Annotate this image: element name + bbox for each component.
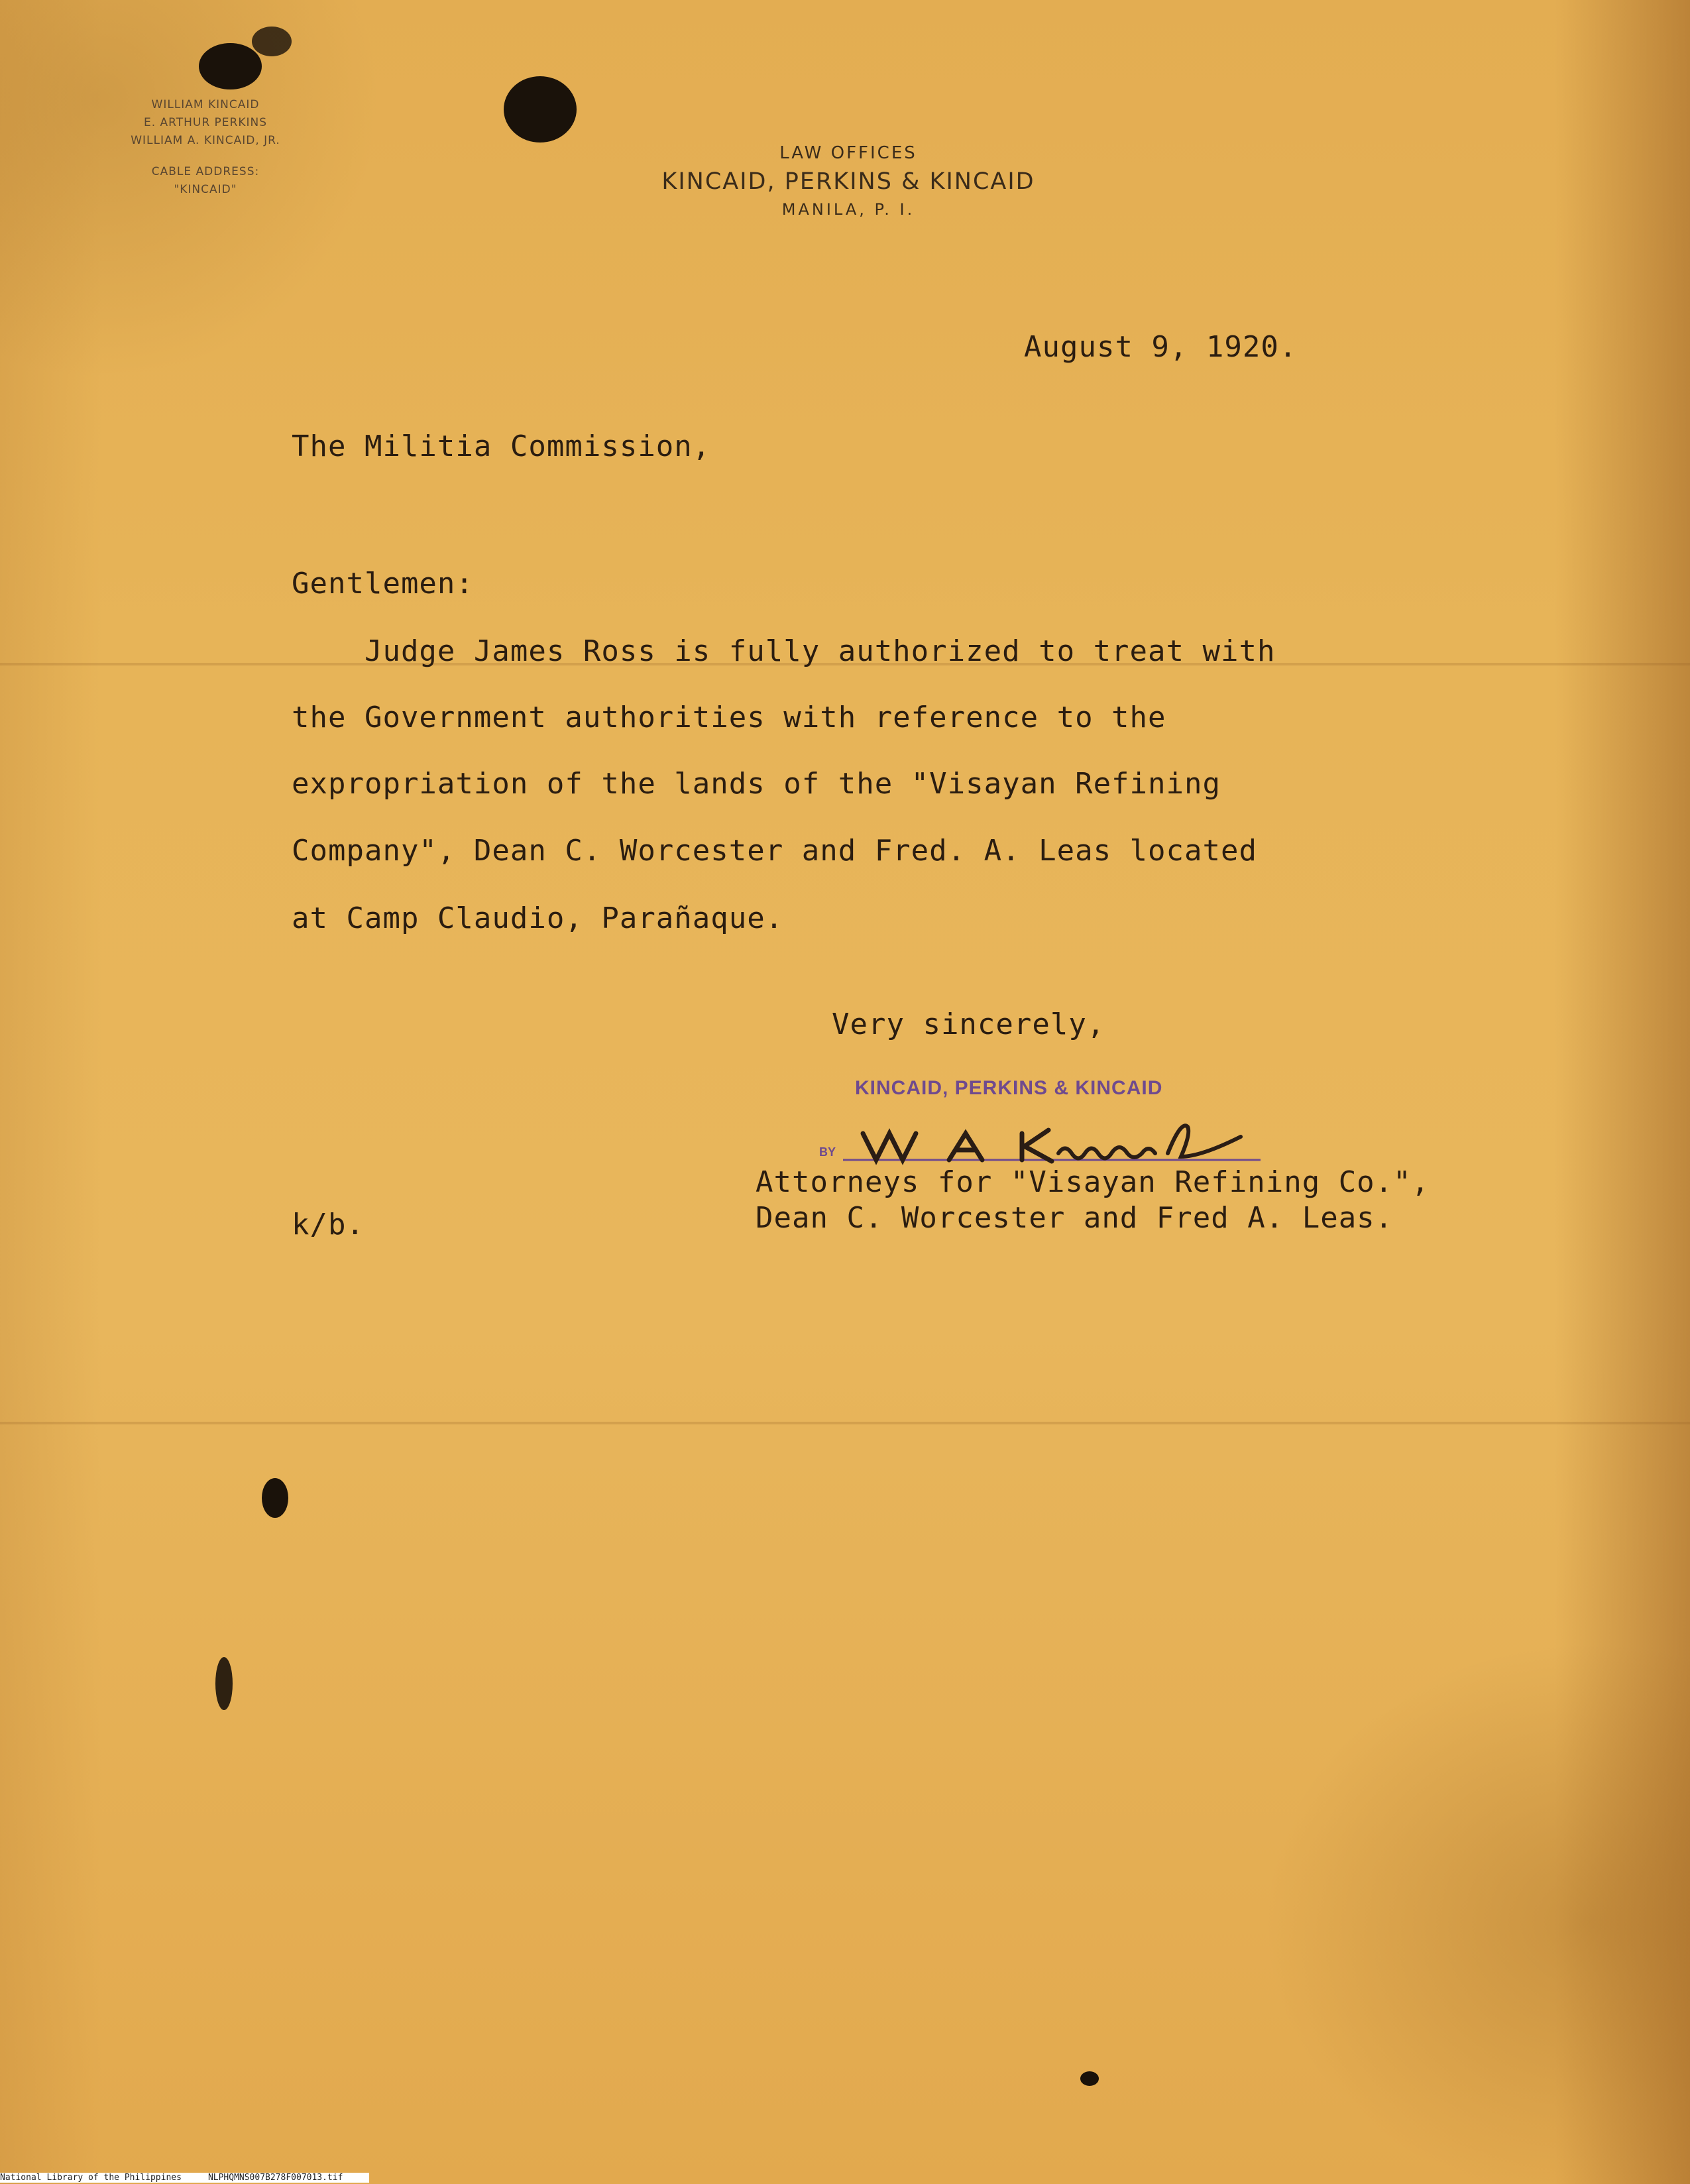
letter-date: August 9, 1920.: [1024, 330, 1298, 364]
paper-fold-lower: [0, 1422, 1690, 1424]
partner-name: WILLIAM KINCAID: [151, 98, 260, 111]
body-line: at Camp Claudio, Parañaque.: [292, 901, 784, 935]
ink-blot: [504, 76, 577, 143]
cable-address-label: CABLE ADDRESS:: [151, 165, 260, 178]
ink-blot: [199, 43, 262, 89]
stamp-by-label: BY: [819, 1145, 836, 1159]
body-line: Company", Dean C. Worcester and Fred. A. Leas located: [292, 834, 1257, 868]
letter-salutation: Gentlemen:: [292, 567, 474, 601]
attorney-line: Attorneys for "Visayan Refining Co.",: [756, 1165, 1430, 1199]
ink-blot: [215, 1657, 233, 1710]
letterhead-offices: LAW OFFICES: [779, 143, 917, 163]
handwritten-signature: [836, 1114, 1300, 1173]
ink-blot: [1080, 2071, 1099, 2086]
attorney-line: Dean C. Worcester and Fred A. Leas.: [756, 1201, 1394, 1235]
cable-address-value: "KINCAID": [174, 183, 237, 196]
letter-closing: Very sincerely,: [832, 1007, 1105, 1041]
body-line: the Government authorities with reference to the: [292, 701, 1166, 734]
body-line: Judge James Ross is fully authorized to treat with: [292, 634, 1276, 668]
footer-file: NLPHQMNS007B278F007013.tif: [207, 2173, 343, 2183]
partner-name: WILLIAM A. KINCAID, JR.: [131, 134, 280, 147]
typist-initials: k/b.: [292, 1208, 365, 1241]
ink-blot: [252, 27, 292, 56]
footer-library: National Library of the Philippines: [0, 2173, 182, 2183]
ink-blot: [262, 1478, 288, 1518]
body-line: expropriation of the lands of the "Visayan Refining: [292, 767, 1221, 801]
letter-recipient: The Militia Commission,: [292, 430, 711, 463]
letterhead-partners: [93, 96, 318, 199]
partner-name: E. ARTHUR PERKINS: [143, 116, 268, 129]
firm-stamp: KINCAID, PERKINS & KINCAID: [855, 1077, 1163, 1099]
letterhead: [530, 141, 1166, 221]
scan-footer: [0, 2173, 369, 2183]
letterhead-city: MANILA, P. I.: [781, 200, 915, 219]
letterhead-firm-name: KINCAID, PERKINS & KINCAID: [661, 168, 1035, 195]
